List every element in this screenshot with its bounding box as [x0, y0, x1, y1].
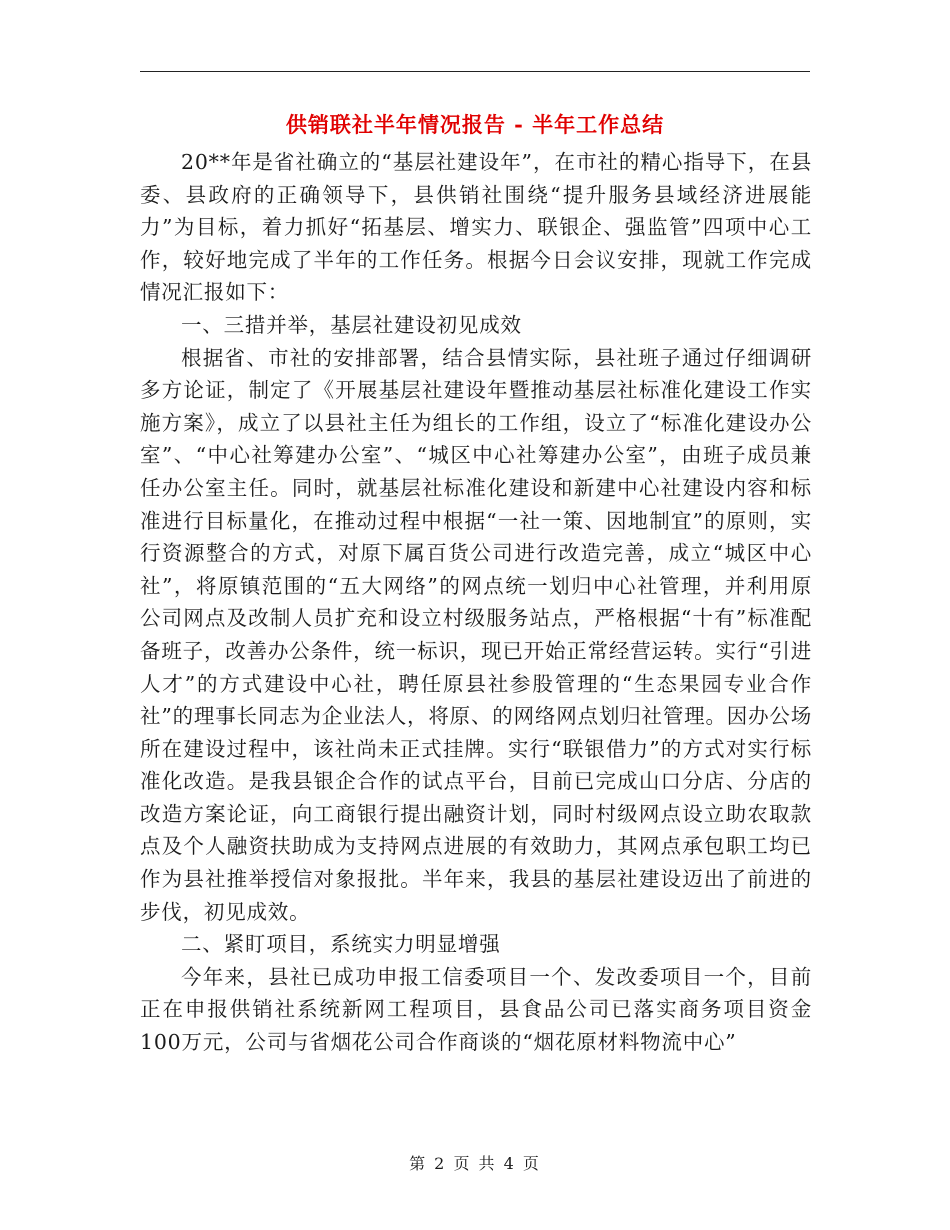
section-heading-2: 二、紧盯项目，系统实力明显增强	[181, 932, 501, 957]
page-footer: 第 2 页 共 4 页	[409, 1154, 541, 1173]
paragraph-section-2: 今年来，县社已成功申报工信委项目一个、发改委项目一个，目前正在申报供销社系统新网工程项目，县食品公司已落实商务项目资金100万元，公司与省烟花公司合作商谈的“烟花原材料物流中心”	[140, 964, 812, 1055]
document-title: 供销联社半年情况报告 - 半年工作总结	[285, 112, 665, 137]
document-body	[140, 146, 812, 1059]
paragraph-section-1: 根据省、市社的安排部署，结合县情实际，县社班子通过仔细调研多方论证，制定了《开展基层社建设年暨推动基层社标准化建设工作实施方案》，成立了以县社主任为组长的工作组，设立了“标准化建设办公室”、“中心社筹建办公室”、“城区中心社筹建办公室”，由班子成员兼任办公室主任。同时，就基层社标准化建设和新建中心社建设内容和标准进行目标量化，在推动过程中根据“一社一策、因地制宜”的原则，实行资源整合的方式，对原下属百货公司进行改造完善，成立“城区中心社”，将原镇范围的“五大网络”的网点统一划归中心社管理，并利用原公司网点及改制人员扩充和设立村级服务站点，严格根据“十有”标准配备班子，改善办公条件，统一标识，现已开始正常经营运转。实行“引进人才”的方式建设中心社，聘任原县社参股管理的“生态果园专业合作社”的理事长同志为企业法人，将原、的网络网点划归社管理。因办公场所在建设过程中，该社尚未正式挂牌。实行“联银借力”的方式对实行标准化改造。是我县银企合作的试点平台，目前已完成山口分店、分店的改造方案论证，向工商银行提出融资计划，同时村级网点设立助农取款点及个人融资扶助成为支持网点进展的有效助力，其网点承包职工均已作为县社推举授信对象报批。半年来，我县的基层社建设迈出了前进的步伐，初见成效。	[140, 345, 812, 924]
paragraph-intro: 20**年是省社确立的“基层社建设年”，在市社的精心指导下，在县委、县政府的正确领导下，县供销社围绕“提升服务县域经济进展能力”为目标，着力抓好“拓基层、增实力、联银企、强监管”四项中心工作，较好地完成了半年的工作任务。根据今日会议安排，现就工作完成情况汇报如下：	[140, 150, 812, 305]
section-heading-1: 一、三措并举，基层社建设初见成效	[181, 312, 522, 337]
header-rule	[140, 71, 810, 72]
